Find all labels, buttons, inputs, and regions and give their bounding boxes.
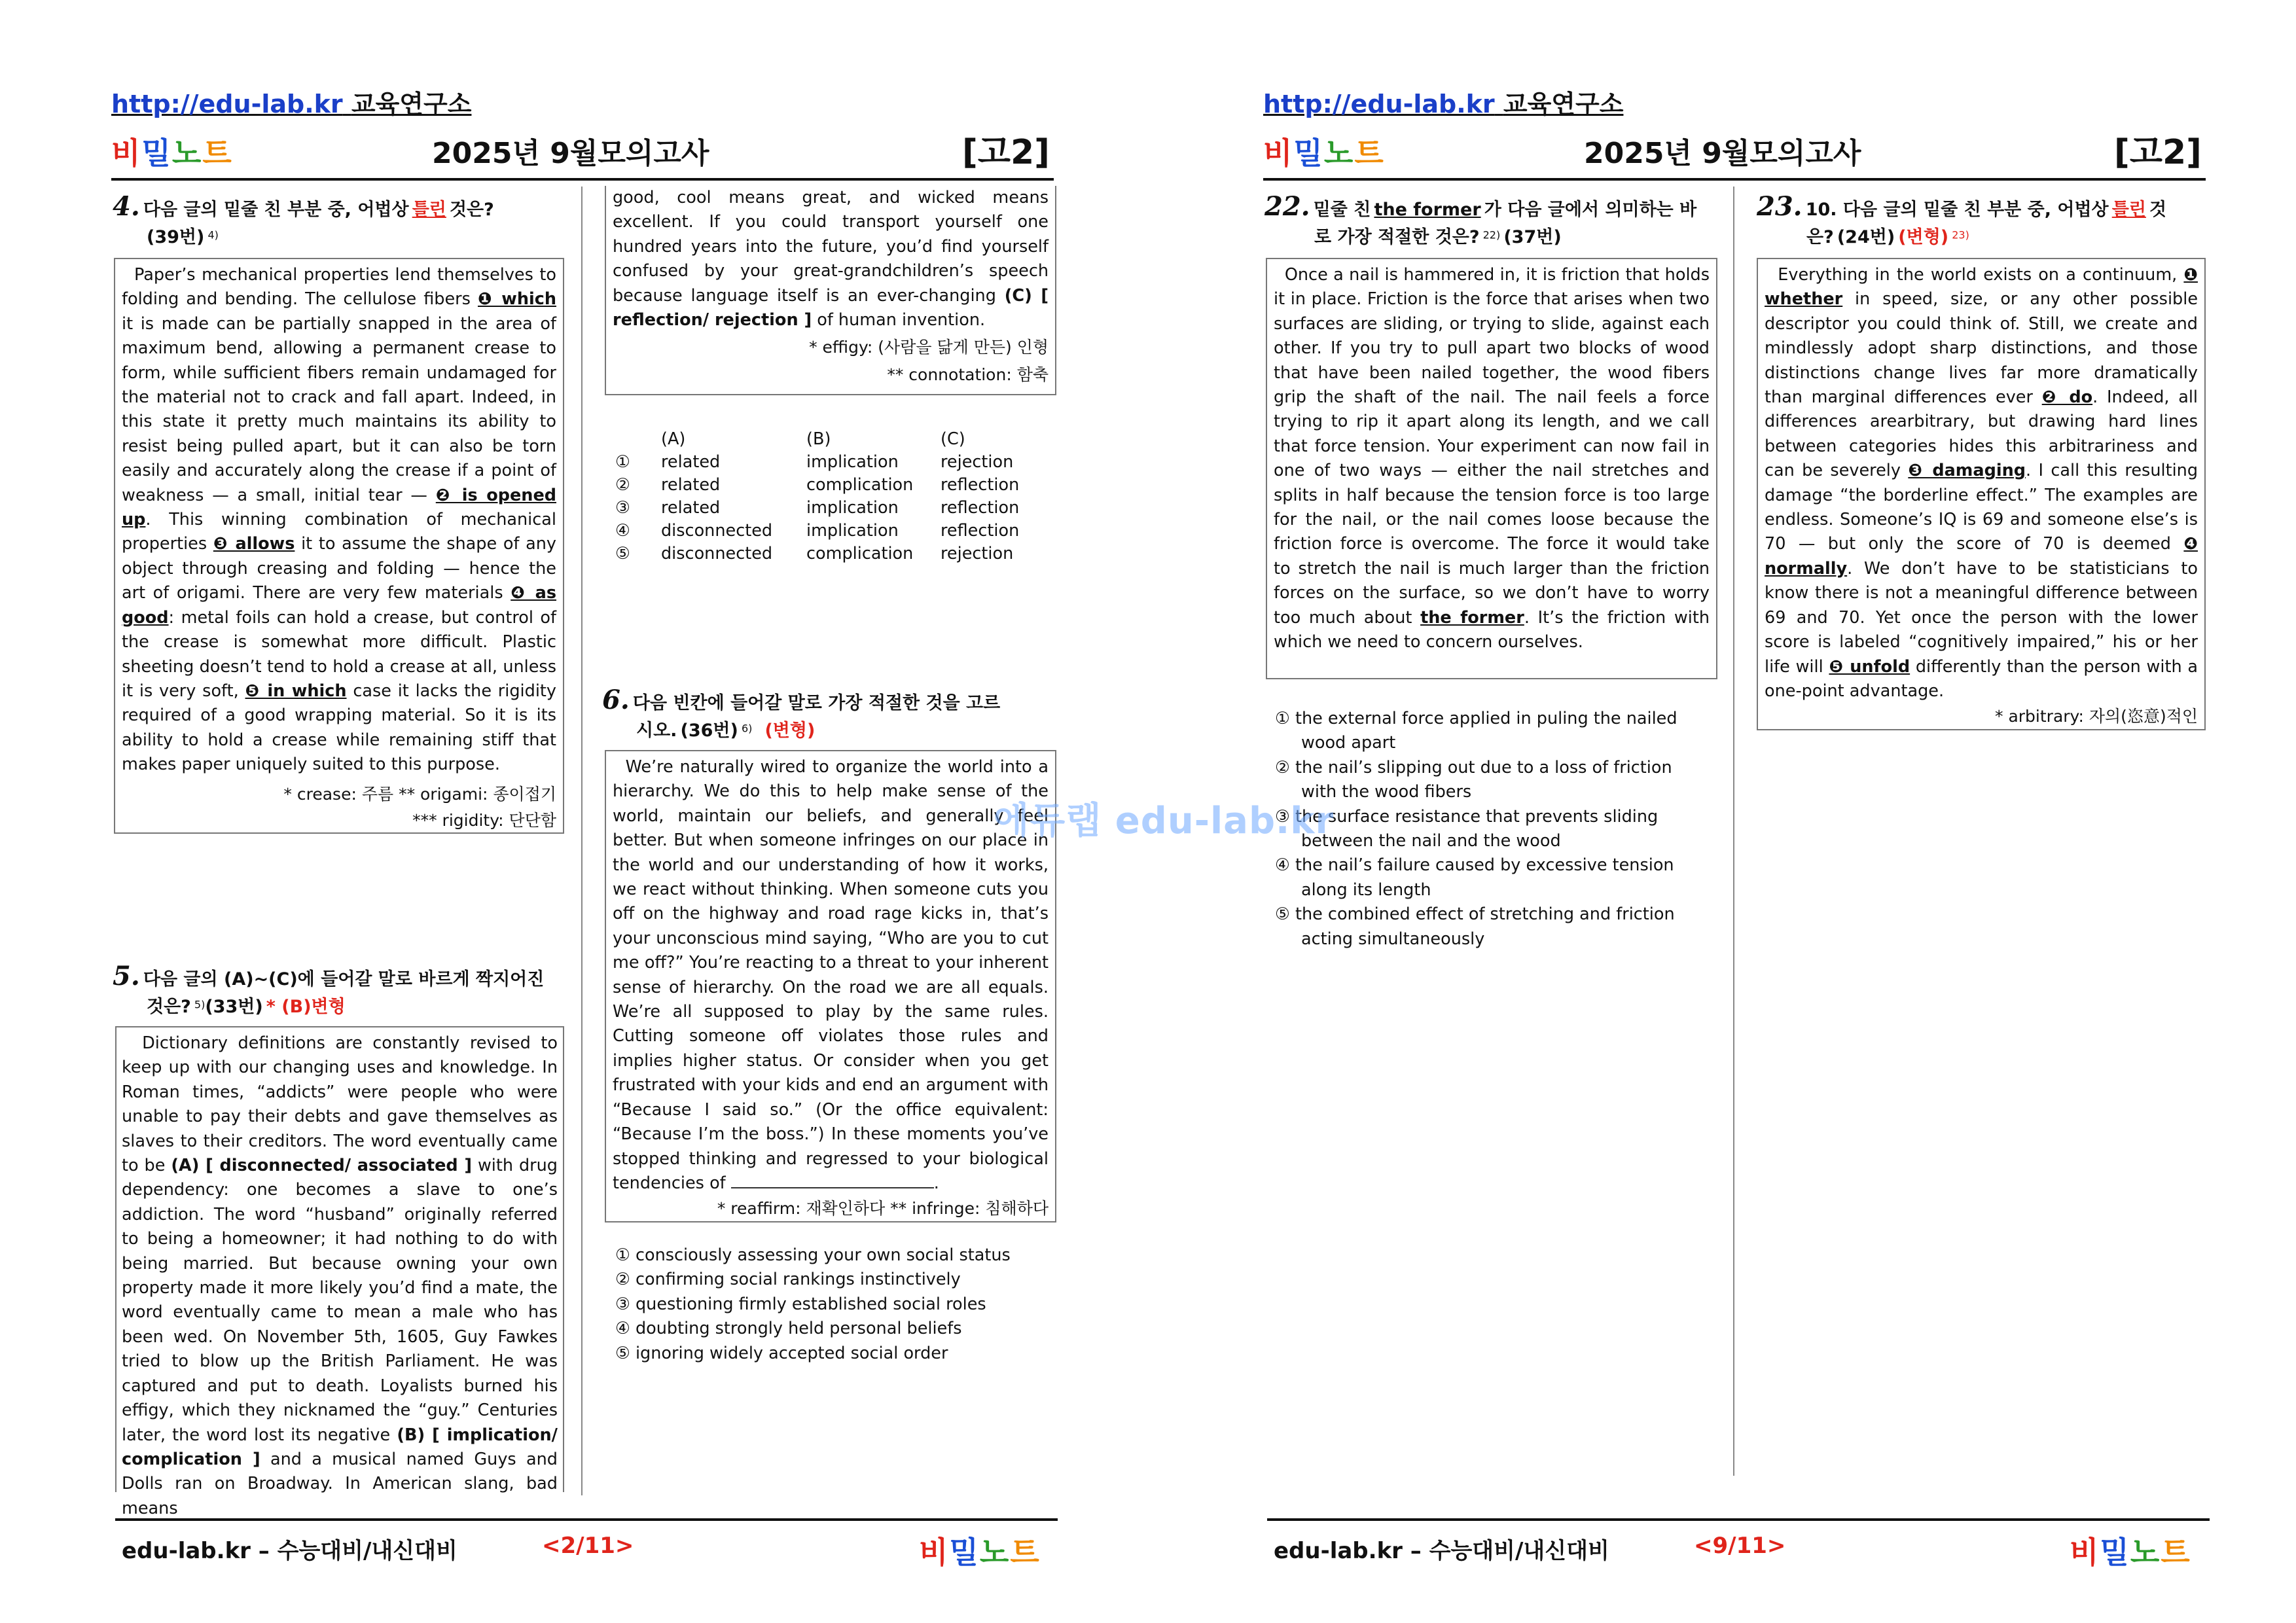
choice-2: ❷ do [2041,387,2093,408]
option-2[interactable]: ② related complication reflection [615,475,1020,495]
option-2[interactable]: ② confirming social rankings instinctively [615,1270,961,1290]
choice-3: ❸ damaging [1908,461,2026,481]
answer-blank [731,1174,934,1188]
q4-notes: * crease: 주름 ** origami: 종이접기 *** rigidity: 단단함 [283,784,556,830]
q6-prompt: 6. 다음 빈칸에 들어갈 말로 가장 적절한 것을 고르 시오. (36번) 6) (변형) [602,685,1001,741]
q5-options: (A) (B) (C) ① related implication rejection ② related complication reflection ③ related implication reflection ④ disconnected implication reflection ⑤ disconnected complication rejection [615,429,1019,567]
choice-1: ❶ which [477,289,556,310]
option-3[interactable]: ③ questioning firmly established social roles [615,1294,986,1314]
column-divider [1733,187,1734,1476]
q5-notes: * effigy: (사람을 닮게 만든) 인형 ** connotation: 함축 [809,338,1049,385]
q22-prompt: 22. 밑줄 친 the former 가 다음 글에서 의미하는 바 로 가장 적절한 것은? 22) (37번) [1265,191,1697,247]
option-1[interactable]: ① consciously assessing your own social status [615,1245,1011,1265]
brand-logo: 비밀노트 [1263,135,1385,171]
footer-site: edu-lab.kr – 수능대비/내신대비 [122,1538,457,1564]
footer-site: edu-lab.kr – 수능대비/내신대비 [1274,1538,1609,1564]
brand-logo: 비밀노트 [111,135,233,171]
choice-3: ❸ allows [213,534,295,554]
q22-passage: Once a nail is hammered in, it is friction that holds it in place. Friction is the force that arises when two surfaces are sliding, or trying to slide, against each other. If you try to pull apart two blocks of wood that have been nailed together, the wood fibers grip the shaft of the nail. The nail feels a force trying to rip it apart along its length, and we call that force tension. Your experiment can now fail in one of two ways — either the nail stretches and splits in half because the tension force is too large for the nail, or the nail comes loose because the friction force is overcome. The force it would take to stretch the nail is much larger than the friction forces on the surface, so we don’t have to worry too much about the former. It’s the friction with which we need to concern ourselves. [1266,258,1717,679]
option-1[interactable]: ① the external force applied in puling the nailed wood apart [1275,709,1677,753]
page-number: <9/11> [1694,1533,1786,1559]
option-2[interactable]: ② the nail’s slipping out due to a loss of friction with the wood fibers [1275,757,1672,802]
choice-4: ❹ as good [122,583,557,628]
option-5[interactable]: ⑤ ignoring widely accepted social order [615,1343,948,1363]
page-number: <2/11> [542,1533,634,1559]
choice-5: ❺ in which [245,681,347,701]
site-link[interactable]: http://edu-lab.kr 교육연구소 [111,90,472,118]
underlined-phrase: the former [1420,607,1524,628]
q5-passage: Dictionary definitions are constantly revised to keep up with our changing uses and knowledge. In Roman times, “addicts” were people who were unable to pay their debts and gave themselves as slaves to their creditors. The word eventually came to be (A) [ disconnected/ associated ] with drug dependency: one becomes a slave to one’s addiction. The word “husband” originally referred to being a homeowner; it had nothing to do with being married. But because owning your own property made it more likely you’d find a mate, the word eventually came to mean a male who has been wed. On November 5th, 1605, Guy Fawkes tried to blow up the British Parliament. He was captured and put to death. Loyalists burned his effigy, which they nicknamed the “guy.” Centuries later, the word lost its negative (B) [ implication/ complication ] and a musical named Guys and Dolls ran on Broadway. In American slang, bad means [115,1026,564,1492]
q6-passage: We’re naturally wired to organize the world into a hierarchy. We do this to help make sense of the world, maintain our beliefs, and generally feel better. But when someone infringes on our place in the world and our understanding of how it works, we react without thinking. When someone cuts you off on the highway and road rage kicks in, that’s your unconscious mind saying, “Who are you to cut me off?” You’re reacting to a threat to your inherent sense of hierarchy. On the road we are all equals. We’re all supposed to play by the same rules. Cutting someone off violates those rules and implies higher status. Or consider when you get frustrated with your kids and end an argument with “Because I said so.” (Or the office equivalent: “Because I’m the boss.”) In these moments you’ve stopped thinking and regressed to your biological tendencies of . * reaffirm: 재확인하다 ** infringe: 침해하다 [605,750,1056,1222]
option-5[interactable]: ⑤ disconnected complication rejection [615,544,1014,563]
exam-title: 2025년 9월모의고사 [1584,137,1861,170]
q23-prompt: 23. 10. 다음 글의 밑줄 친 부분 중, 어법상 틀린 것 은? (24번) (변형) 23) [1757,191,2167,247]
choice-4: ❹ normally [1765,534,2198,579]
q6-notes: * reaffirm: 재확인하다 ** infringe: 침해하다 [717,1199,1049,1219]
q23-notes: * arbitrary: 자의(恣意)적인 [1995,707,2198,726]
option-4[interactable]: ④ doubting strongly held personal beliefs [615,1319,962,1339]
option-4[interactable]: ④ disconnected implication reflection [615,521,1020,541]
choice-1: ❶ whether [1765,265,2198,310]
q4-passage: Paper’s mechanical properties lend themselves to folding and bending. The cellulose fibers ❶ which it is made can be partially snapped in the area of maximum bend, allowing a permanent crease to form, while sufficient fibers remain undamaged for the material not to crack and fall apart. Indeed, in this state it pretty much maintains its ability to resist being pulled apart, but it can also be torn easily and accurately along the crease if a point of weakness — a small, initial tear — ❷ is opened up. This winning combination of mechanical properties ❸ allows it to assume the shape of any object through creasing and folding — hence the art of origami. There are very few materials ❹ as good: metal foils can hold a crease, but control of the crease is somewhat more difficult. Plastic sheeting doesn’t tend to hold a crease at all, unless it is very soft, ❺ in which case it lacks the rigidity required of a good wrapping material. So it is its ability to hold a crease while remaining stiff that makes paper uniquely suited to this purpose. * crease: 주름 ** origami: 종이접기 *** rigidity: 단단함 [114,258,564,834]
watermark: 에듀랩 edu-lab.kr [994,800,1335,842]
option-3[interactable]: ③ related implication reflection [615,498,1020,518]
footer-brand: 비밀노트 [2070,1535,2191,1570]
footer-rule [115,1518,1058,1521]
footer-rule [1267,1518,2210,1521]
q5-passage-continued: good, cool means great, and wicked means excellent. If you could transport yourself one hundred years into the future, you’d find yourself confused by your great-grandchildren’s speech because language itself is an ever-changing (C) [ reflection/ rejection ] of human invention. * effigy: (사람을 닮게 만든) 인형 ** connotation: 함축 [605,186,1056,395]
option-4[interactable]: ④ the nail’s failure caused by excessive tension along its length [1275,855,1674,900]
header-rule [111,178,1054,181]
column-divider [581,187,583,1495]
site-link[interactable]: http://edu-lab.kr 교육연구소 [1263,90,1624,118]
footer-brand: 비밀노트 [919,1535,1041,1570]
q23-passage: Everything in the world exists on a continuum, ❶ whether in speed, size, or any other possible descriptor you could think of. Still, we create and mindlessly adopt sharp distinctions, and those distinctions change lives far more dramatically than marginal differences ever ❷ do. Indeed, all differences arearbitrary, but drawing hard lines between categories hides this arbitrariness and can be severely ❸ damaging. I call this resulting damage “the borderline effect.” The examples are endless. Someone’s IQ is 69 and someone else’s is 70 — but only the score of 70 is deemed ❹ normally. We don’t have to be statisticians to know there is not a meaningful difference between 69 and 70. Yet once the person with the lower score is labeled “cognitively impaired,” his or her life will ❺ unfold differently than the person with a one-point advantage. * arbitrary: 자의(恣意)적인 [1757,258,2206,730]
q4-prompt: 4. 다음 글의 밑줄 친 부분 중, 어법상 틀린 것은? (39번) 4) [113,191,494,247]
option-5[interactable]: ⑤ the combined effect of stretching and friction acting simultaneously [1275,904,1675,949]
exam-title: 2025년 9월모의고사 [432,137,709,170]
choice-2: ❷ is opened up [122,485,556,530]
choice-5: ❺ unfold [1829,656,1910,677]
grade-label: [고2] [962,133,1050,172]
q6-options [615,1243,1047,1366]
option-1[interactable]: ① related implication rejection [615,452,1014,472]
header-rule [1263,178,2206,181]
option-3[interactable]: ③ the surface resistance that prevents sliding between the nail and the wood [1275,806,1659,851]
grade-label: [고2] [2114,133,2202,172]
q22-options [1275,707,1707,952]
q5-prompt: 5. 다음 글의 (A)~(C)에 들어갈 말로 바르게 짝지어진 것은? 5)(33번) * (B)변형 [113,961,545,1017]
